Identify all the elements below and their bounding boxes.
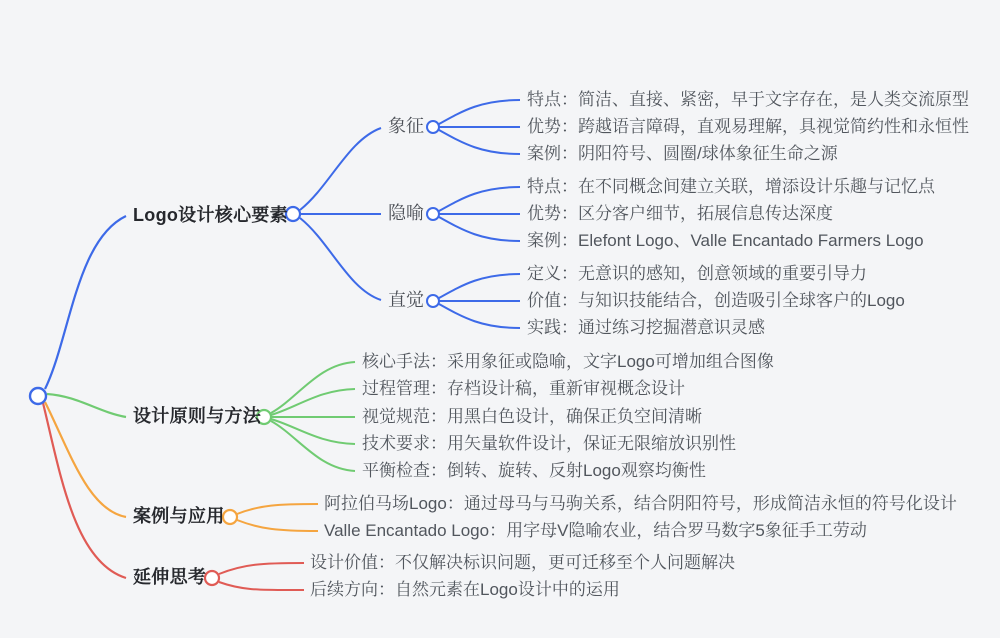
leaf-text[interactable]: 实践：通过练习挖掘潜意识灵感 [527, 317, 765, 337]
branch-label-extended-thinking[interactable]: 延伸思考 [133, 567, 207, 588]
subtopic-node-intuition [427, 295, 439, 307]
branch-label-cases[interactable]: 案例与应用 [133, 506, 225, 527]
leaf-text[interactable]: 特点：简洁、直接、紧密，早于文字存在，是人类交流原型 [527, 89, 969, 109]
leaf-text[interactable]: 案例：Elefont Logo、Valle Encantado Farmers Logo [527, 230, 924, 250]
leaf-text[interactable]: 定义：无意识的感知，创意领域的重要引导力 [527, 263, 867, 283]
leaf-text[interactable]: 过程管理：存档设计稿，重新审视概念设计 [362, 378, 685, 398]
subtopic-node-symbol [427, 121, 439, 133]
subtopic-label-metaphor[interactable]: 隐喻 [388, 203, 424, 224]
branch-label-core-elements[interactable]: Logo设计核心要素 [133, 205, 288, 226]
leaf-text[interactable]: 技术要求：用矢量软件设计，保证无限缩放识别性 [362, 433, 736, 453]
subtopic-label-symbol[interactable]: 象征 [388, 116, 424, 137]
leaf-text[interactable]: 核心手法：采用象征或隐喻，文字Logo可增加组合图像 [362, 351, 774, 371]
leaf-text[interactable]: 案例：阴阳符号、圆圈/球体象征生命之源 [527, 143, 838, 163]
branch-node-4 [205, 571, 219, 585]
branch-label-principles[interactable]: 设计原则与方法 [133, 406, 262, 427]
leaf-text[interactable]: 价值：与知识技能结合，创造吸引全球客户的Logo [527, 290, 905, 310]
subtopic-label-intuition[interactable]: 直觉 [388, 290, 424, 311]
leaf-text[interactable]: 阿拉伯马场Logo：通过母马与马驹关系，结合阴阳符号，形成简洁永恒的符号化设计 [324, 493, 957, 513]
leaf-text[interactable]: Valle Encantado Logo：用字母V隐喻农业，结合罗马数字5象征手工劳动 [324, 520, 867, 540]
leaf-text[interactable]: 特点：在不同概念间建立关联，增添设计乐趣与记忆点 [527, 176, 935, 196]
leaf-text[interactable]: 优势：跨越语言障碍，直观易理解，具视觉简约性和永恒性 [527, 116, 969, 136]
leaf-text[interactable]: 视觉规范：用黑白色设计，确保正负空间清晰 [362, 406, 702, 426]
leaf-text[interactable]: 设计价值：不仅解决标识问题，更可迁移至个人问题解决 [310, 552, 735, 572]
leaf-text[interactable]: 后续方向：自然元素在Logo设计中的运用 [310, 579, 620, 599]
leaf-text[interactable]: 优势：区分客户细节，拓展信息传达深度 [527, 203, 833, 223]
subtopic-node-metaphor [427, 208, 439, 220]
leaf-text[interactable]: 平衡检查：倒转、旋转、反射Logo观察均衡性 [362, 460, 706, 480]
branch-node-3 [223, 510, 237, 524]
root-node [30, 388, 46, 404]
branch-node-1 [286, 207, 300, 221]
